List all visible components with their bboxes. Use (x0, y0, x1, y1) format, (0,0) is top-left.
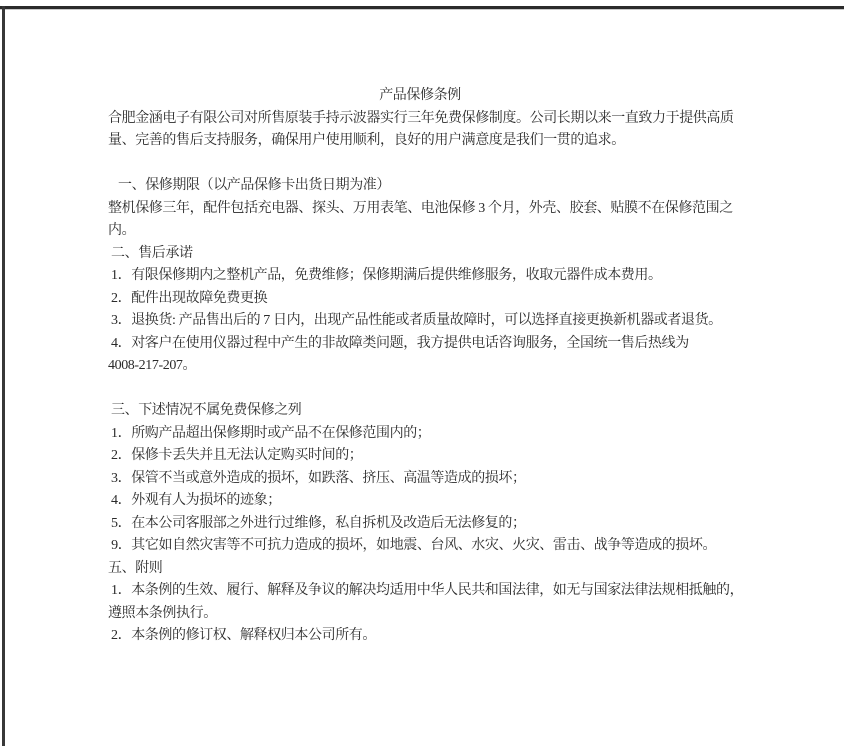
list-item: 2．配件出现故障免费更换 (111, 290, 268, 306)
document-title: 产品保修条例 (379, 88, 461, 103)
text-line: 整机保修三年，配件包括充电器、探头、万用表笔、电池保修 3 个月，外壳、胶套、贴膜不在保修范围之 (108, 200, 733, 216)
section-heading-exclusions: 三、下述情况不属免费保修之列 (111, 403, 302, 418)
list-item: 2．本条例的修订权、解释权归本公司所有。 (111, 628, 376, 643)
text-line: 内。 (108, 223, 136, 238)
list-item: 2．保修卡丢失并且无法认定购买时间的； (111, 448, 363, 463)
blank-line (108, 378, 732, 401)
text-line: 量、完善的售后支持服务，确保用户使用顺利，良好的用户满意度是我们一贯的追求。 (108, 133, 625, 148)
list-item: 1．本条例的生效、履行、解释及争议的解决均适用中华人民共和国法律，如无与国家法律法规相抵触的， (111, 583, 744, 598)
list-item: 1．所购产品超出保修期时或产品不在保修范围内的； (111, 425, 431, 441)
document-body (108, 85, 744, 648)
list-item: 3．退换货: 产品售出后的 7 日内，出现产品性能或者质量故障时，可以选择直接更换新机器或者退货。 (111, 313, 722, 328)
list-item: 1．有限保修期内之整机产品，免费维修；保修期满后提供维修服务，收取元器件成本费用。 (111, 268, 662, 283)
hotline-number: 4008-217-207。 (108, 358, 197, 373)
list-item: 9．其它如自然灾害等不可抗力造成的损坏，如地震、台风、水灾、火灾、雷击、战争等造成的损坏。 (108, 538, 717, 553)
text-line: 合肥金涵电子有限公司对所售原装手持示波器实行三年免费保修制度。公司长期以来一直致力于提供高质 (108, 110, 734, 126)
blank-line (108, 153, 732, 176)
page-left-edge (2, 6, 5, 746)
section-heading-after-sales-promise: 二、售后承诺 (111, 245, 193, 261)
list-item: 3．保管不当或意外造成的损坏，如跌落、挤压、高温等造成的损坏； (111, 470, 526, 486)
text-line: 遵照本条例执行。 (108, 605, 217, 621)
page-top-edge (0, 6, 844, 10)
section-heading-warranty-period: 一、保修期限（以产品保修卡出货日期为准） (118, 178, 390, 193)
section-heading-supplementary: 五、附则 (108, 560, 163, 576)
list-item: 4．对客户在使用仪器过程中产生的非故障类问题，我方提供电话咨询服务，全国统一售后热线为 (111, 335, 689, 351)
list-item: 4．外观有人为损坏的迹象； (111, 493, 281, 508)
list-item: 5．在本公司客服部之外进行过维修，私自拆机及改造后无法修复的； (111, 515, 526, 531)
